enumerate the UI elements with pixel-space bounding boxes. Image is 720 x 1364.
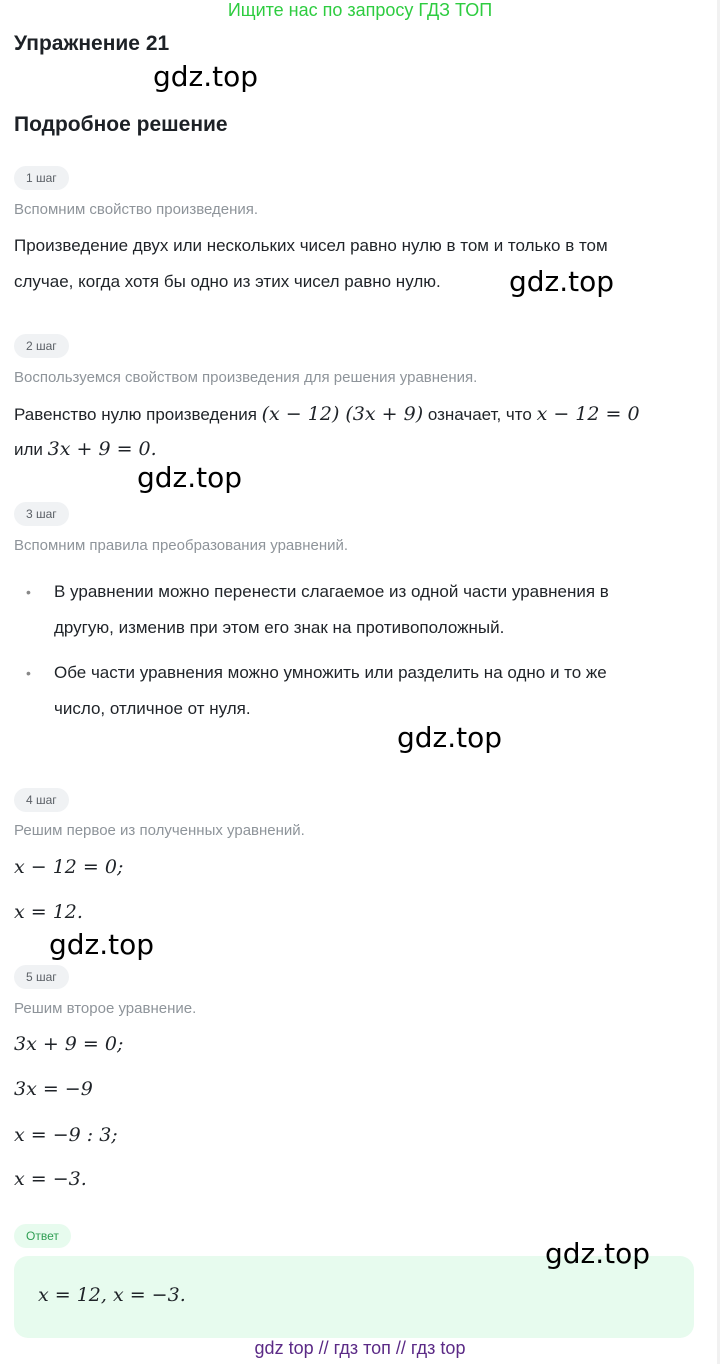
watermark: gdz.top bbox=[137, 461, 243, 494]
step-hint-2: Воспользуемся свойством произведения для решения уравнения. bbox=[14, 369, 478, 386]
step-chip-5: 5 шаг bbox=[14, 965, 69, 989]
step-chip-4: 4 шаг bbox=[14, 788, 69, 812]
bullet-line: число, отличное от нуля. bbox=[54, 699, 251, 718]
equation-line: x = −9 : 3; bbox=[14, 1124, 118, 1146]
watermark: gdz.top bbox=[509, 265, 615, 298]
answer-chip: Ответ bbox=[14, 1224, 71, 1248]
equation-line: 3x = −9 bbox=[14, 1078, 93, 1100]
bullet-item-1 bbox=[30, 574, 670, 646]
search-banner[interactable]: Ищите нас по запросу ГДЗ ТОП bbox=[227, 0, 493, 20]
bullet-line: • Обе части уравнения можно умножить или разделить на одно и то же bbox=[54, 663, 607, 682]
step-text-2-line-1 bbox=[14, 396, 640, 433]
math-expression: (x − 12) (3x + 9) bbox=[261, 403, 424, 425]
watermark: gdz.top bbox=[397, 721, 503, 754]
bullet-item-2 bbox=[30, 655, 670, 727]
text: означает, что bbox=[423, 405, 537, 424]
equation-line: x = 12. bbox=[14, 901, 83, 923]
step-chip-2: 2 шаг bbox=[14, 334, 69, 358]
bullet-line: • В уравнении можно перенести слагаемое из одной части уравнения в bbox=[54, 582, 609, 601]
step-chip-3: 3 шаг bbox=[14, 502, 69, 526]
step-hint-1: Вспомним свойство произведения. bbox=[14, 201, 259, 218]
answer-text: x = 12, x = −3. bbox=[38, 1284, 186, 1306]
math-expression: x − 12 = 0 bbox=[536, 403, 640, 425]
equation-line: x − 12 = 0; bbox=[14, 856, 124, 878]
step-chip-1: 1 шаг bbox=[14, 166, 69, 190]
bullet-line: другую, изменив при этом его знак на противоположный. bbox=[54, 618, 505, 637]
text: или bbox=[14, 440, 48, 459]
step-hint-3: Вспомним правила преобразования уравнений. bbox=[14, 537, 349, 554]
step-text-1-line-2: случае, когда хотя бы одно из этих чисел равно нулю. bbox=[14, 272, 441, 291]
equation-line: 3x + 9 = 0; bbox=[14, 1033, 124, 1055]
step-hint-5: Решим второе уравнение. bbox=[14, 1000, 197, 1017]
section-title: Подробное решение bbox=[14, 113, 228, 136]
watermark: gdz.top bbox=[49, 928, 155, 961]
text: Равенство нулю произведения bbox=[14, 405, 262, 424]
step-text-1-line-1: Произведение двух или нескольких чисел равно нулю в том и только в том bbox=[14, 236, 608, 255]
page-title: Упражнение 21 bbox=[14, 32, 170, 55]
watermark: gdz.top bbox=[153, 60, 259, 93]
step-text-2-line-2 bbox=[14, 431, 157, 468]
math-expression: 3x + 9 = 0. bbox=[47, 438, 157, 460]
watermark: gdz.top bbox=[545, 1237, 651, 1270]
step-hint-4: Решим первое из полученных уравнений. bbox=[14, 822, 305, 839]
equation-line: x = −3. bbox=[14, 1168, 87, 1190]
footer-links[interactable]: gdz top // гдз топ // гдз top bbox=[254, 1338, 466, 1358]
